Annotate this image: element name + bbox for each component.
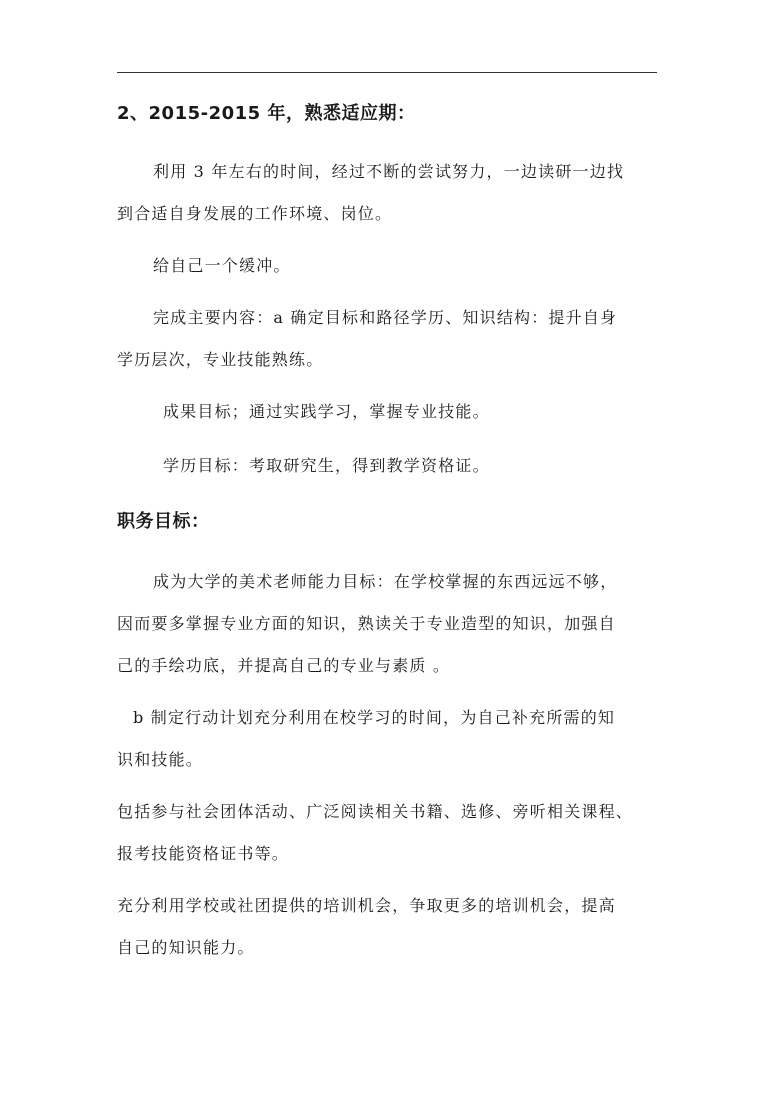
paragraph-line: 报考技能资格证书等。 — [117, 844, 290, 863]
paragraph-line: 学历目标：考取研究生，得到教学资格证。 — [163, 456, 490, 475]
paragraph-line: 完成主要内容：a 确定目标和路径学历、知识结构：提升自身 — [153, 308, 618, 327]
paragraph-line: 成果目标；通过实践学习，掌握专业技能。 — [163, 402, 490, 421]
paragraph-line: 成为大学的美术老师能力目标：在学校掌握的东西远远不够， — [153, 572, 618, 591]
paragraph-line: 利用 3 年左右的时间，经过不断的尝试努力，一边读研一边找 — [153, 162, 625, 181]
paragraph-line: 给自己一个缓冲。 — [153, 256, 291, 275]
paragraph-line: 己的手绘功底，并提高自己的专业与素质 。 — [117, 656, 451, 675]
paragraph-line: 包括参与社会团体活动、广泛阅读相关书籍、选修、旁听相关课程、 — [117, 802, 634, 821]
paragraph-line: 学历层次，专业技能熟练。 — [117, 350, 324, 369]
header-rule — [117, 72, 657, 73]
section-heading-job-goal: 职务目标： — [117, 511, 210, 532]
paragraph-line: 充分利用学校或社团提供的培训机会，争取更多的培训机会，提高 — [117, 896, 616, 915]
paragraph-line: 自己的知识能力。 — [117, 938, 255, 957]
paragraph-line: b 制定行动计划充分利用在校学习的时间，为自己补充所需的知 — [133, 708, 616, 727]
paragraph-line: 因而要多掌握专业方面的知识，熟读关于专业造型的知识，加强自 — [117, 614, 616, 633]
section-heading-period: 2、2015-2015 年，熟悉适应期： — [117, 103, 416, 124]
paragraph-line: 识和技能。 — [117, 750, 204, 769]
paragraph-line: 到合适自身发展的工作环境、岗位。 — [117, 204, 393, 223]
